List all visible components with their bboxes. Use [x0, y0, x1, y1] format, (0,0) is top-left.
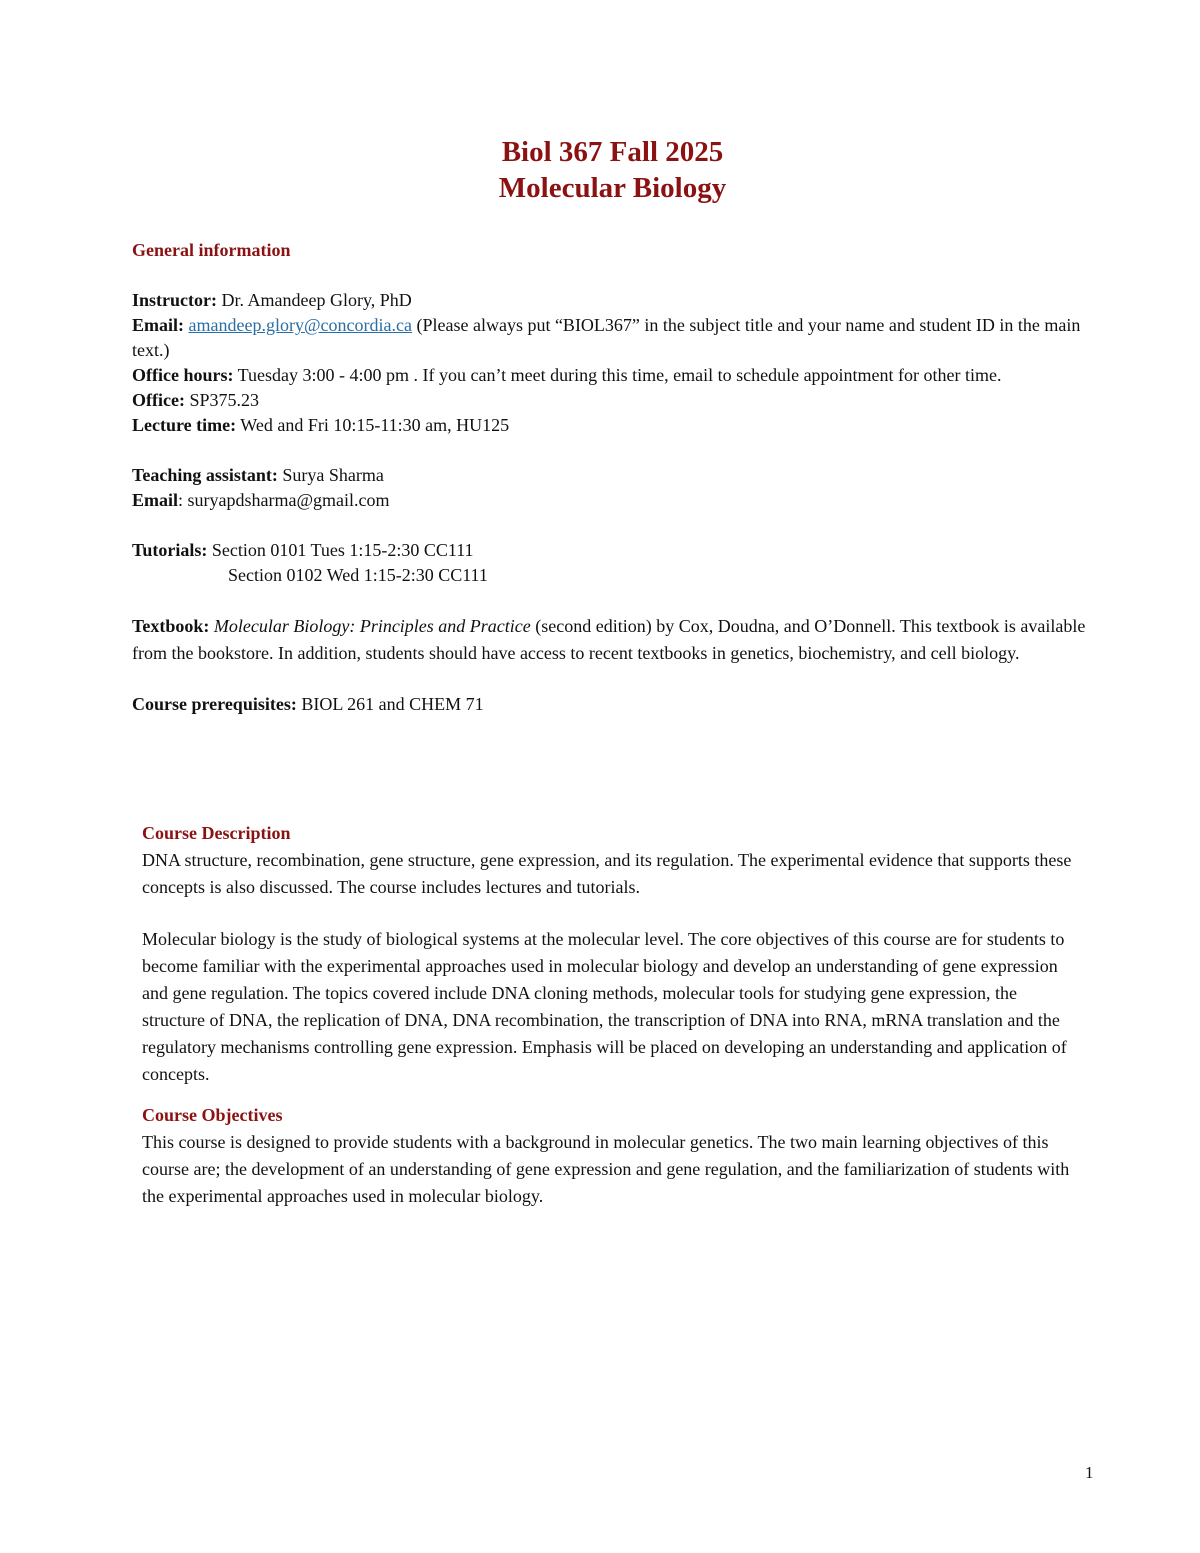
textbook-label: Textbook: — [132, 616, 210, 636]
office-hours-value: Tuesday 3:00 - 4:00 pm . If you can’t meet during this time, email to schedule appointment for other time. — [233, 365, 1002, 385]
instructor-label: Instructor: — [132, 290, 217, 310]
teaching-assistant-value: Surya Sharma — [277, 465, 384, 485]
general-information-heading: General information — [132, 240, 291, 260]
textbook-title: Molecular Biology: Principles and Practice — [209, 616, 531, 636]
ta-email-line — [132, 488, 1092, 513]
lecture-time-line — [132, 413, 1092, 438]
lecture-time-value: Wed and Fri 10:15-11:30 am, HU125 — [236, 415, 510, 435]
course-objectives-paragraph: This course is designed to provide students with a background in molecular genetics. The two main learning objectives of this course are; the development of an understanding of gene expression and gene regulation, and the familiarization of students with the experimental approaches used in molecular biology. — [142, 1132, 1070, 1206]
tutorial-section-2: Section 0102 Wed 1:15-2:30 CC111 — [228, 565, 488, 585]
textbook-details: (second edition) by Cox, Doudna, and O’Donnell. This textbook is available from the bookstore. In addition, students should have access to recent textbooks in genetics, biochemistry, and cell biology. — [132, 616, 1086, 663]
textbook-paragraph — [132, 613, 1092, 667]
instructor-value: Dr. Amandeep Glory, PhD — [216, 290, 412, 310]
course-objectives-heading: Course Objectives — [142, 1105, 283, 1125]
document-title-block — [0, 134, 1200, 206]
course-description-section — [142, 820, 1072, 1210]
email-line — [132, 313, 1092, 363]
tutorial-line-1 — [132, 538, 1092, 563]
lecture-time-label: Lecture time: — [132, 415, 237, 435]
course-description-paragraph-2: Molecular biology is the study of biological systems at the molecular level. The core objectives of this course are for students to become familiar with the experimental approaches used in molecular biology and develop an understanding of gene expression and gene regulation. The topics covered include DNA cloning methods, molecular tools for studying gene expression, the structure of DNA, the replication of DNA, DNA recombination, the transcription of DNA into RNA, mRNA translation and the regulatory mechanisms controlling gene expression. Emphasis will be placed on developing an understanding and application of concepts. — [142, 929, 1067, 1084]
course-description-heading: Course Description — [142, 823, 291, 843]
office-hours-line — [132, 363, 1092, 388]
tutorials-label: Tutorials: — [132, 540, 208, 560]
prerequisites-label: Course prerequisites: — [132, 694, 297, 714]
general-information-section — [132, 238, 1092, 717]
course-name-title: Molecular Biology — [498, 172, 727, 204]
page-number: 1 — [1085, 1463, 1094, 1482]
office-hours-label: Office hours: — [132, 365, 234, 385]
prerequisites-line — [132, 692, 1092, 717]
office-line — [132, 388, 1092, 413]
email-note: (Please always put “BIOL367” in the subject title and your name and student ID in the main text.) — [132, 315, 1081, 360]
teaching-assistant-line — [132, 463, 1092, 488]
course-code-title: Biol 367 Fall 2025 — [501, 136, 724, 168]
tutorial-line-2 — [132, 563, 1092, 588]
ta-email-label: Email — [132, 490, 179, 510]
instructor-line — [132, 288, 1092, 313]
office-label: Office: — [132, 390, 185, 410]
email-label: Email: — [132, 315, 184, 335]
teaching-assistant-label: Teaching assistant: — [132, 465, 278, 485]
office-value: SP375.23 — [184, 390, 259, 410]
ta-email-value: : suryapdsharma@gmail.com — [178, 490, 390, 510]
instructor-email-link[interactable]: amandeep.glory@concordia.ca — [188, 315, 412, 335]
prerequisites-value: BIOL 261 and CHEM 71 — [296, 694, 484, 714]
tutorial-section-1: Section 0101 Tues 1:15-2:30 CC111 — [207, 540, 474, 560]
course-description-paragraph-1: DNA structure, recombination, gene structure, gene expression, and its regulation. The experimental evidence that supports these concepts is also discussed. The course includes lectures and tutorials. — [142, 850, 1072, 897]
